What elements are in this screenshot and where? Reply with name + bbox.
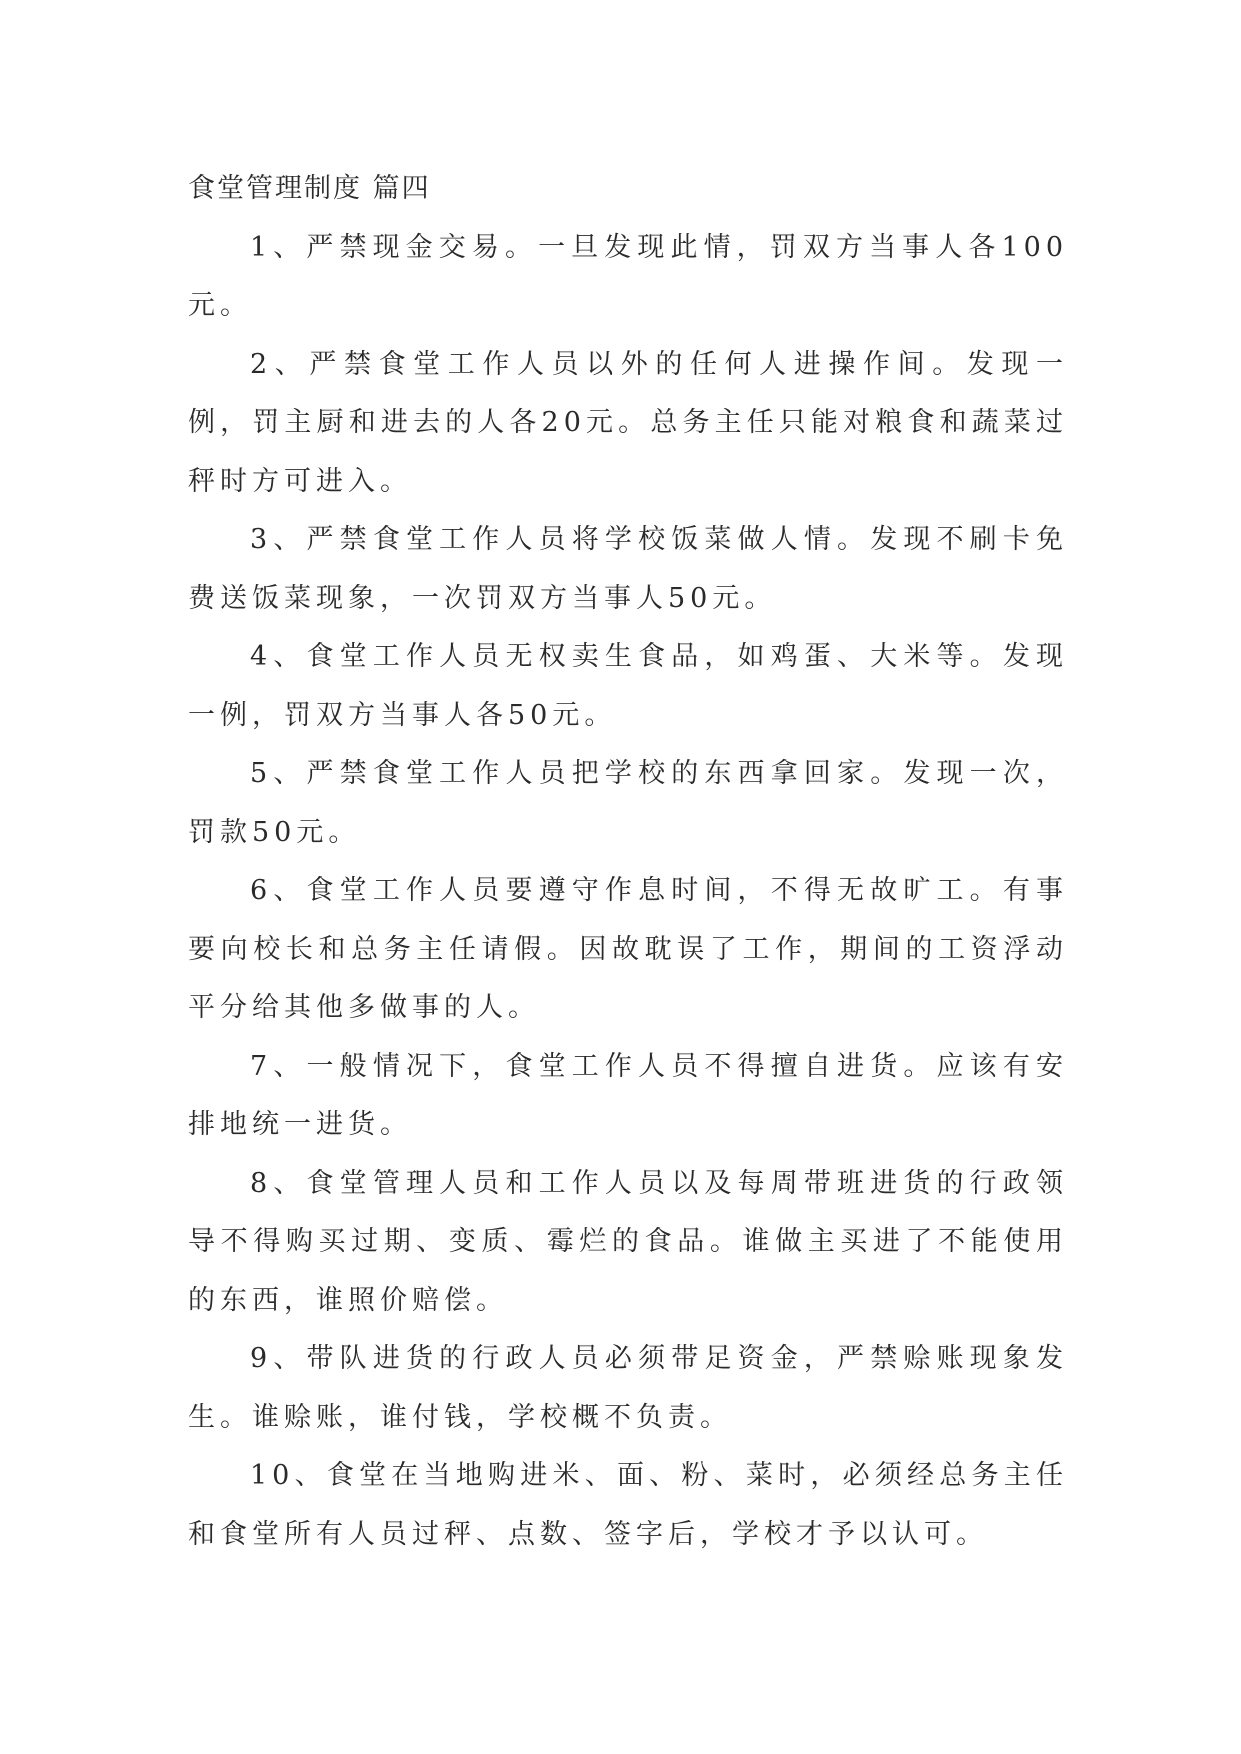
document-title: 食堂管理制度 篇四 [188,173,431,204]
rule-paragraph-2: 2、严禁食堂工作人员以外的任何人进操作间。发现一例，罚主厨和进去的人各20元。总务主任只能对粮食和蔬菜过秤时方可进入。 [188,348,1068,497]
rule-paragraph-4: 4、食堂工作人员无权卖生食品，如鸡蛋、大米等。发现一例，罚双方当事人各50元。 [188,641,1068,731]
rule-paragraph-5: 5、严禁食堂工作人员把学校的东西拿回家。发现一次，罚款50元。 [188,758,1068,848]
rule-paragraph-9: 9、带队进货的行政人员必须带足资金，严禁赊账现象发生。谁赊账，谁付钱，学校概不负责。 [188,1343,1068,1433]
rule-paragraph-7: 7、一般情况下，食堂工作人员不得擅自进货。应该有安排地统一进货。 [188,1050,1068,1140]
rule-paragraph-3: 3、严禁食堂工作人员将学校饭菜做人情。发现不刷卡免费送饭菜现象，一次罚双方当事人50元。 [188,524,1068,614]
rule-paragraph-8: 8、食堂管理人员和工作人员以及每周带班进货的行政领导不得购买过期、变质、霉烂的食品。谁做主买进了不能使用的东西，谁照价赔偿。 [188,1167,1068,1316]
rule-paragraph-6: 6、食堂工作人员要遵守作息时间，不得无故旷工。有事要向校长和总务主任请假。因故耽误了工作，期间的工资浮动平分给其他多做事的人。 [188,875,1068,1023]
rule-paragraph-10: 10、食堂在当地购进米、面、粉、菜时，必须经总务主任和食堂所有人员过秤、点数、签字后，学校才予以认可。 [188,1460,1068,1550]
rule-paragraph-1: 1、严禁现金交易。一旦发现此情，罚双方当事人各100元。 [188,231,1068,321]
document-body [188,160,1068,1564]
